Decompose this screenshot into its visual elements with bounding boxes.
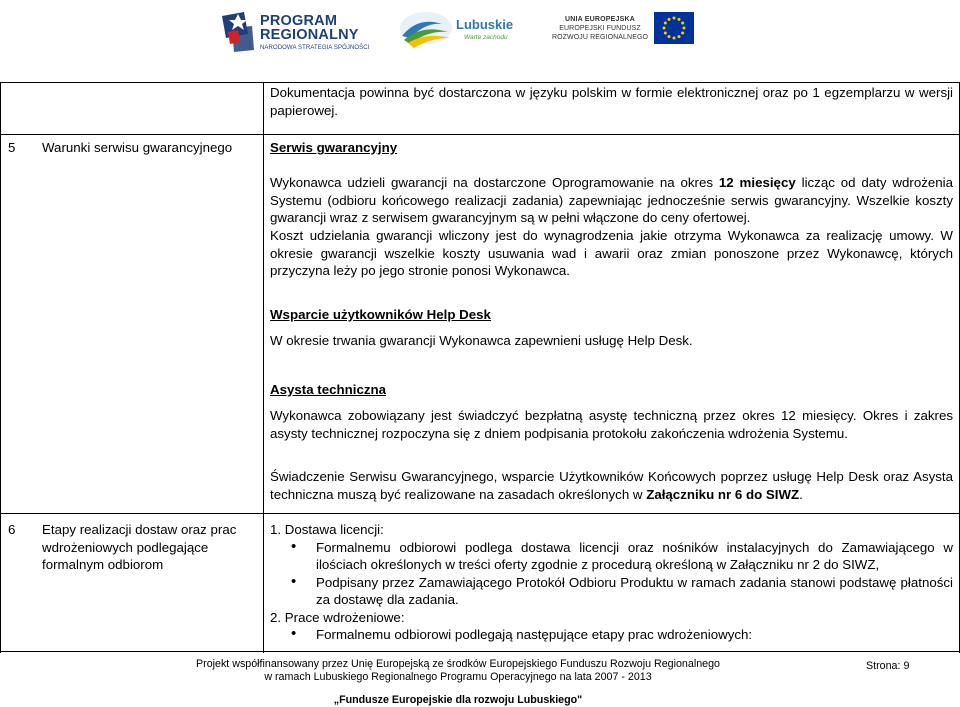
page-footer [0, 652, 960, 707]
row5-label: Warunki serwisu gwarancyjnego [42, 140, 233, 155]
asysta-heading: Asysta techniczna [270, 382, 387, 397]
eu-star-icon [683, 27, 686, 30]
eu-star-icon [681, 22, 684, 25]
stage2-title: 2. Prace wdrożeniowe: [270, 609, 405, 625]
footer-program-line: w ramach Lubuskiego Regionalnego Programu Operacyjnego na lata 2007 - 2013 [264, 671, 652, 683]
stage2-list [270, 626, 953, 644]
eu-star-icon [673, 37, 676, 40]
helpdesk-heading: Wsparcie użytkowników Help Desk [270, 307, 491, 322]
row5-number: 5 [8, 140, 16, 155]
requirements-table [0, 82, 960, 652]
page-number: Strona: 9 [866, 660, 910, 672]
lubuskie-name: Lubuskie [456, 17, 514, 32]
documentation-text: Dokumentacja powinna być dostarczona w języku polskim w formie elektronicznej oraz po 1 egzemplarzu w wersji papierowej. [270, 85, 953, 118]
eu-star-icon [681, 32, 684, 35]
eu-star-icon [668, 35, 671, 38]
program-regionalny-logo [218, 6, 373, 58]
eu-star-icon [664, 32, 667, 35]
warranty-cost-paragraph: Koszt udzielania gwarancji wliczony jest do wynagrodzenia jakie otrzyma Wykonawca za realizację umowy. W okresie gwarancji wszelkie koszty usuwania wad i awarii oraz zmian ponoszone przez Wykonawcę, których przyczyna leży po jego stronie ponosi Wykonawca. [270, 228, 953, 278]
row6-number: 6 [8, 522, 16, 537]
lubuskie-tagline: Warte zachodu [464, 34, 508, 41]
eu-star-icon [668, 18, 671, 21]
list-item: • Podpisany przez Zamawiającego Protokół Odbioru Produktu w ramach zadania stanowi podstawę płatności za dostawę dla zadania. [270, 574, 953, 609]
list-item: • Formalnemu odbiorowi podlega dostawa licencji oraz nośników instalacyjnych do Zamawiającego w ilościach określonych w treści oferty zgodnie z procedurą określoną w Załączniku nr 2 do SIWZ, [270, 539, 953, 574]
eu-star-icon [678, 35, 681, 38]
eu-logo [548, 12, 698, 52]
delivery-stages [270, 521, 953, 644]
footer-slogan: „Fundusze Europejskie dla rozwoju Lubuskiego" [333, 694, 583, 706]
eu-logo-line1: UNIA EUROPEJSKA [564, 16, 636, 23]
row6-label: Etapy realizacji dostaw oraz prac wdrożeniowych podlegające formalnym odbiorom [42, 522, 237, 572]
eu-star-icon [673, 17, 676, 20]
program-regionalny-emblem-icon [218, 8, 256, 56]
eu-logo-line2: EUROPEJSKI FUNDUSZ [559, 25, 641, 32]
list-item: • Formalnemu odbiorowi podlegają następujące etapy prac wdrożeniowych: [270, 626, 953, 644]
service-terms-paragraph: Świadczenie Serwisu Gwarancyjnego, wsparcie Użytkowników Końcowych poprzez usługę Help Desk oraz Asysta techniczna muszą być realizowane na zasadach określonych w Załączniku nr 6 do SIWZ. [270, 469, 953, 502]
warranty-paragraph: Wykonawca udzieli gwarancji na dostarczone Oprogramowanie na okres 12 miesięcy licząc od daty wdrożenia Systemu (odbioru końcowego realizacji zadania) zapewniając jednocześnie serwis gwarancyjny. Wszelkie koszty gwarancji wraz z serwisem gwarancyjnym są w pełni włączone do ceny ofertowej. [270, 175, 954, 225]
stage1-title: 1. Dostawa licencji: [270, 522, 384, 537]
eu-star-icon [678, 18, 681, 21]
asysta-text: Wykonawca zobowiązany jest świadczyć bezpłatną asystę techniczną przez okres 12 miesięcy. Okres i zakres asysty technicznej rozpoczyna się z dniem podpisania protokołu zakończenia wdrożenia Systemu. [270, 408, 953, 441]
lubuskie-logo [398, 10, 523, 52]
program-logo-line1: PROGRAM [260, 13, 338, 29]
program-logo-line2: REGIONALNY [260, 27, 359, 43]
eu-star-icon [664, 22, 667, 25]
helpdesk-text: W okresie trwania gwarancji Wykonawca zapewnieni usługę Help Desk. [270, 333, 693, 348]
program-logo-line3: NARODOWA STRATEGIA SPÓJNOŚCI [260, 45, 370, 51]
lubuskie-waves-icon [398, 10, 458, 52]
footer-cofinancing-line: Projekt współfinansowany przez Unię Europejską ze środków Europejskiego Funduszu Rozwoju Regionalnego [196, 658, 720, 670]
serwis-gwarancyjny-heading: Serwis gwarancyjny [270, 140, 398, 155]
stage1-list [270, 539, 953, 609]
eu-flag-icon [654, 12, 694, 44]
eu-star-icon [663, 27, 666, 30]
eu-logo-line3: ROZWOJU REGIONALNEGO [551, 34, 649, 41]
